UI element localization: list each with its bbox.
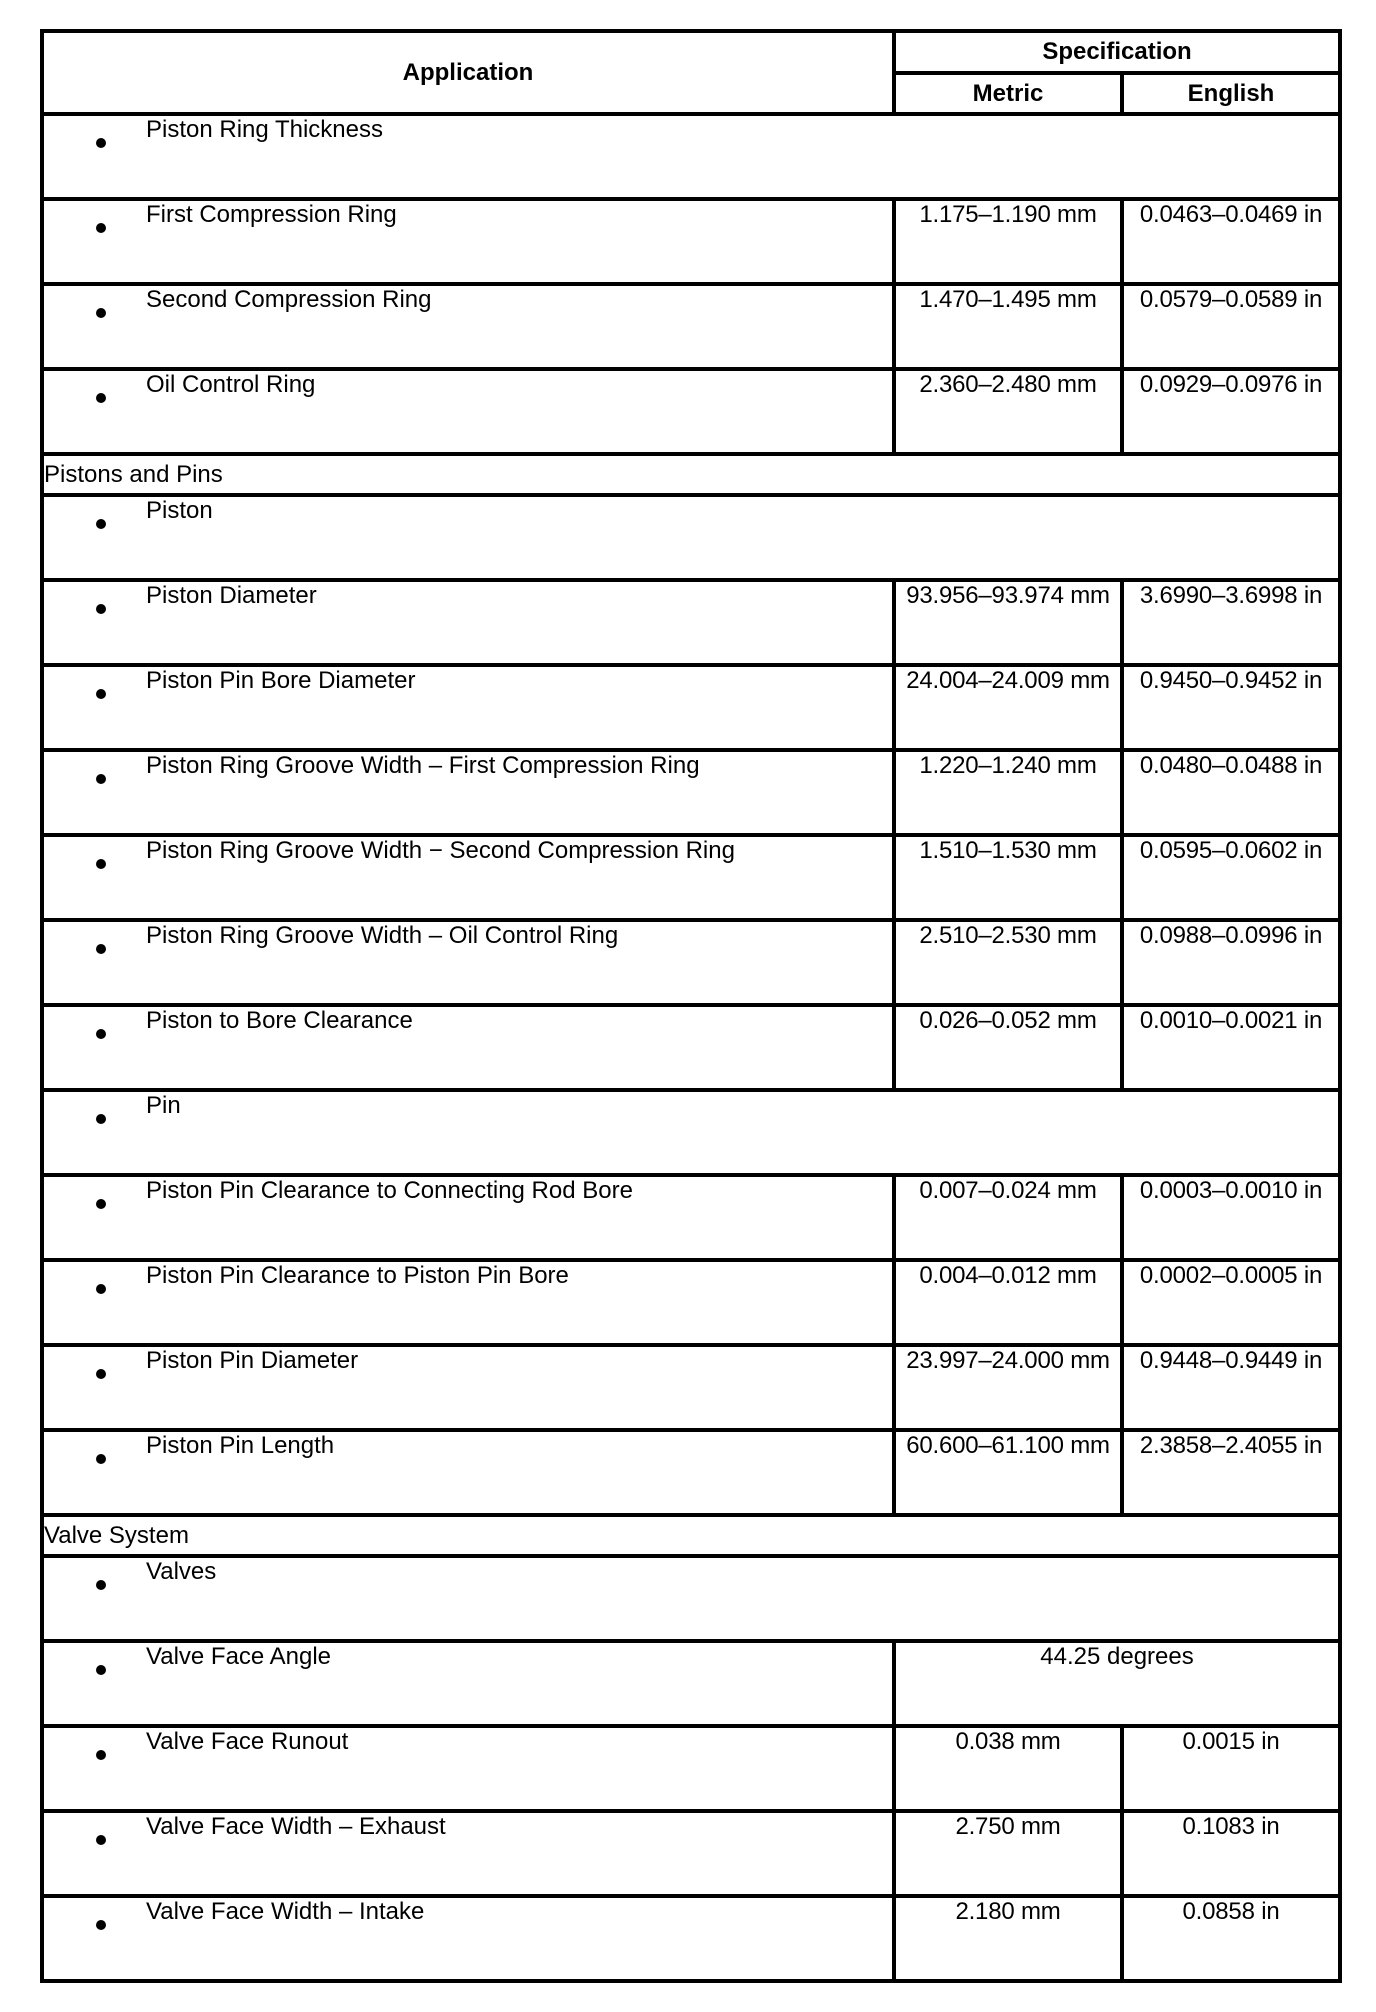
table-row bbox=[42, 1005, 1340, 1090]
bullet-icon bbox=[96, 393, 106, 403]
table-row bbox=[42, 1556, 1340, 1641]
bullet-icon bbox=[96, 1920, 106, 1930]
english-value-cell: 0.0929–0.0976 in bbox=[1122, 369, 1340, 454]
english-value-cell: 2.3858–2.4055 in bbox=[1122, 1430, 1340, 1515]
bullet-icon bbox=[96, 774, 106, 784]
table-row bbox=[42, 284, 1340, 369]
metric-value-cell: 93.956–93.974 mm bbox=[894, 580, 1122, 665]
bullet-icon bbox=[96, 223, 106, 233]
table-row bbox=[42, 114, 1340, 199]
english-value-cell: 0.0858 in bbox=[1122, 1896, 1340, 1981]
application-cell bbox=[42, 1260, 894, 1345]
english-value-cell: 0.1083 in bbox=[1122, 1811, 1340, 1896]
application-cell bbox=[42, 1641, 894, 1726]
application-label: Piston Pin Bore Diameter bbox=[146, 667, 416, 694]
metric-value-cell: 23.997–24.000 mm bbox=[894, 1345, 1122, 1430]
metric-value-cell: 1.220–1.240 mm bbox=[894, 750, 1122, 835]
application-label: First Compression Ring bbox=[146, 201, 397, 228]
table-row bbox=[42, 1260, 1340, 1345]
metric-value-cell: 24.004–24.009 mm bbox=[894, 665, 1122, 750]
application-label: Piston Pin Clearance to Connecting Rod Bore bbox=[146, 1177, 633, 1204]
application-cell bbox=[42, 495, 1340, 580]
metric-value-cell: 60.600–61.100 mm bbox=[894, 1430, 1122, 1515]
bullet-icon bbox=[96, 1369, 106, 1379]
application-label: Valve Face Width – Exhaust bbox=[146, 1813, 446, 1840]
bullet-icon bbox=[96, 1580, 106, 1590]
bullet-icon bbox=[96, 138, 106, 148]
table-row bbox=[42, 1175, 1340, 1260]
application-label: Piston Ring Groove Width – First Compression Ring bbox=[146, 752, 700, 779]
bullet-icon bbox=[96, 604, 106, 614]
application-cell bbox=[42, 1430, 894, 1515]
metric-value-cell: 0.026–0.052 mm bbox=[894, 1005, 1122, 1090]
table-row bbox=[42, 495, 1340, 580]
table-row bbox=[42, 665, 1340, 750]
bullet-icon bbox=[96, 1114, 106, 1124]
bullet-icon bbox=[96, 689, 106, 699]
english-value-cell: 0.0595–0.0602 in bbox=[1122, 835, 1340, 920]
table-row bbox=[42, 1641, 1340, 1726]
application-cell bbox=[42, 665, 894, 750]
bullet-icon bbox=[96, 1835, 106, 1845]
section-heading: Pistons and Pins bbox=[42, 454, 1340, 495]
english-value-cell: 0.0015 in bbox=[1122, 1726, 1340, 1811]
bullet-icon bbox=[96, 859, 106, 869]
metric-value-cell: 2.750 mm bbox=[894, 1811, 1122, 1896]
section-row bbox=[42, 454, 1340, 495]
application-cell bbox=[42, 580, 894, 665]
application-cell bbox=[42, 199, 894, 284]
application-cell bbox=[42, 1896, 894, 1981]
combined-value-cell: 44.25 degrees bbox=[894, 1641, 1340, 1726]
application-label: Oil Control Ring bbox=[146, 371, 316, 398]
application-label: Valve Face Runout bbox=[146, 1728, 349, 1755]
section-heading: Valve System bbox=[42, 1515, 1340, 1556]
application-label: Piston Pin Length bbox=[146, 1432, 335, 1459]
section-row bbox=[42, 1515, 1340, 1556]
application-label: Piston to Bore Clearance bbox=[146, 1007, 413, 1034]
application-label: Valve Face Angle bbox=[146, 1643, 332, 1670]
metric-value-cell: 0.007–0.024 mm bbox=[894, 1175, 1122, 1260]
table-body bbox=[42, 114, 1340, 1981]
specification-header: Specification bbox=[894, 31, 1340, 73]
table-row bbox=[42, 920, 1340, 1005]
table-row bbox=[42, 369, 1340, 454]
table-row bbox=[42, 750, 1340, 835]
table-row bbox=[42, 1726, 1340, 1811]
english-value-cell: 0.9450–0.9452 in bbox=[1122, 665, 1340, 750]
application-header: Application bbox=[42, 31, 894, 114]
application-label: Piston Diameter bbox=[146, 582, 317, 609]
metric-value-cell: 0.004–0.012 mm bbox=[894, 1260, 1122, 1345]
english-value-cell: 0.9448–0.9449 in bbox=[1122, 1345, 1340, 1430]
bullet-icon bbox=[96, 308, 106, 318]
table-row bbox=[42, 1811, 1340, 1896]
bullet-icon bbox=[96, 1454, 106, 1464]
table-row bbox=[42, 1090, 1340, 1175]
application-label: Second Compression Ring bbox=[146, 286, 432, 313]
english-value-cell: 0.0480–0.0488 in bbox=[1122, 750, 1340, 835]
application-cell bbox=[42, 369, 894, 454]
table-row bbox=[42, 1430, 1340, 1515]
metric-value-cell: 1.470–1.495 mm bbox=[894, 284, 1122, 369]
application-label: Piston Pin Diameter bbox=[146, 1347, 359, 1374]
specification-table bbox=[40, 29, 1342, 1983]
metric-value-cell: 0.038 mm bbox=[894, 1726, 1122, 1811]
application-cell bbox=[42, 1090, 1340, 1175]
application-label: Piston bbox=[146, 497, 213, 524]
metric-value-cell: 2.180 mm bbox=[894, 1896, 1122, 1981]
metric-header: Metric bbox=[894, 73, 1122, 114]
english-value-cell: 0.0002–0.0005 in bbox=[1122, 1260, 1340, 1345]
application-cell bbox=[42, 835, 894, 920]
metric-value-cell: 1.175–1.190 mm bbox=[894, 199, 1122, 284]
english-value-cell: 0.0463–0.0469 in bbox=[1122, 199, 1340, 284]
table-row bbox=[42, 835, 1340, 920]
table-row bbox=[42, 199, 1340, 284]
application-cell bbox=[42, 1005, 894, 1090]
metric-value-cell: 2.360–2.480 mm bbox=[894, 369, 1122, 454]
application-cell bbox=[42, 750, 894, 835]
bullet-icon bbox=[96, 1199, 106, 1209]
application-cell bbox=[42, 920, 894, 1005]
english-header: English bbox=[1122, 73, 1340, 114]
english-value-cell: 0.0010–0.0021 in bbox=[1122, 1005, 1340, 1090]
application-label: Piston Ring Groove Width − Second Compression Ring bbox=[146, 837, 735, 864]
bullet-icon bbox=[96, 1750, 106, 1760]
application-cell bbox=[42, 1175, 894, 1260]
application-cell bbox=[42, 1811, 894, 1896]
bullet-icon bbox=[96, 519, 106, 529]
bullet-icon bbox=[96, 1284, 106, 1294]
application-label: Valve Face Width – Intake bbox=[146, 1898, 425, 1925]
application-label: Piston Ring Groove Width – Oil Control Ring bbox=[146, 922, 619, 949]
english-value-cell: 3.6990–3.6998 in bbox=[1122, 580, 1340, 665]
english-value-cell: 0.0988–0.0996 in bbox=[1122, 920, 1340, 1005]
application-cell bbox=[42, 1726, 894, 1811]
application-label: Pin bbox=[146, 1092, 181, 1119]
application-label: Piston Pin Clearance to Piston Pin Bore bbox=[146, 1262, 569, 1289]
metric-value-cell: 2.510–2.530 mm bbox=[894, 920, 1122, 1005]
application-cell bbox=[42, 1345, 894, 1430]
bullet-icon bbox=[96, 1029, 106, 1039]
application-label: Valves bbox=[146, 1558, 217, 1585]
table-row bbox=[42, 580, 1340, 665]
bullet-icon bbox=[96, 1665, 106, 1675]
table-row bbox=[42, 1896, 1340, 1981]
application-label: Piston Ring Thickness bbox=[146, 116, 383, 143]
application-cell bbox=[42, 114, 1340, 199]
application-cell bbox=[42, 1556, 1340, 1641]
table-row bbox=[42, 1345, 1340, 1430]
bullet-icon bbox=[96, 944, 106, 954]
metric-value-cell: 1.510–1.530 mm bbox=[894, 835, 1122, 920]
application-cell bbox=[42, 284, 894, 369]
english-value-cell: 0.0003–0.0010 in bbox=[1122, 1175, 1340, 1260]
english-value-cell: 0.0579–0.0589 in bbox=[1122, 284, 1340, 369]
